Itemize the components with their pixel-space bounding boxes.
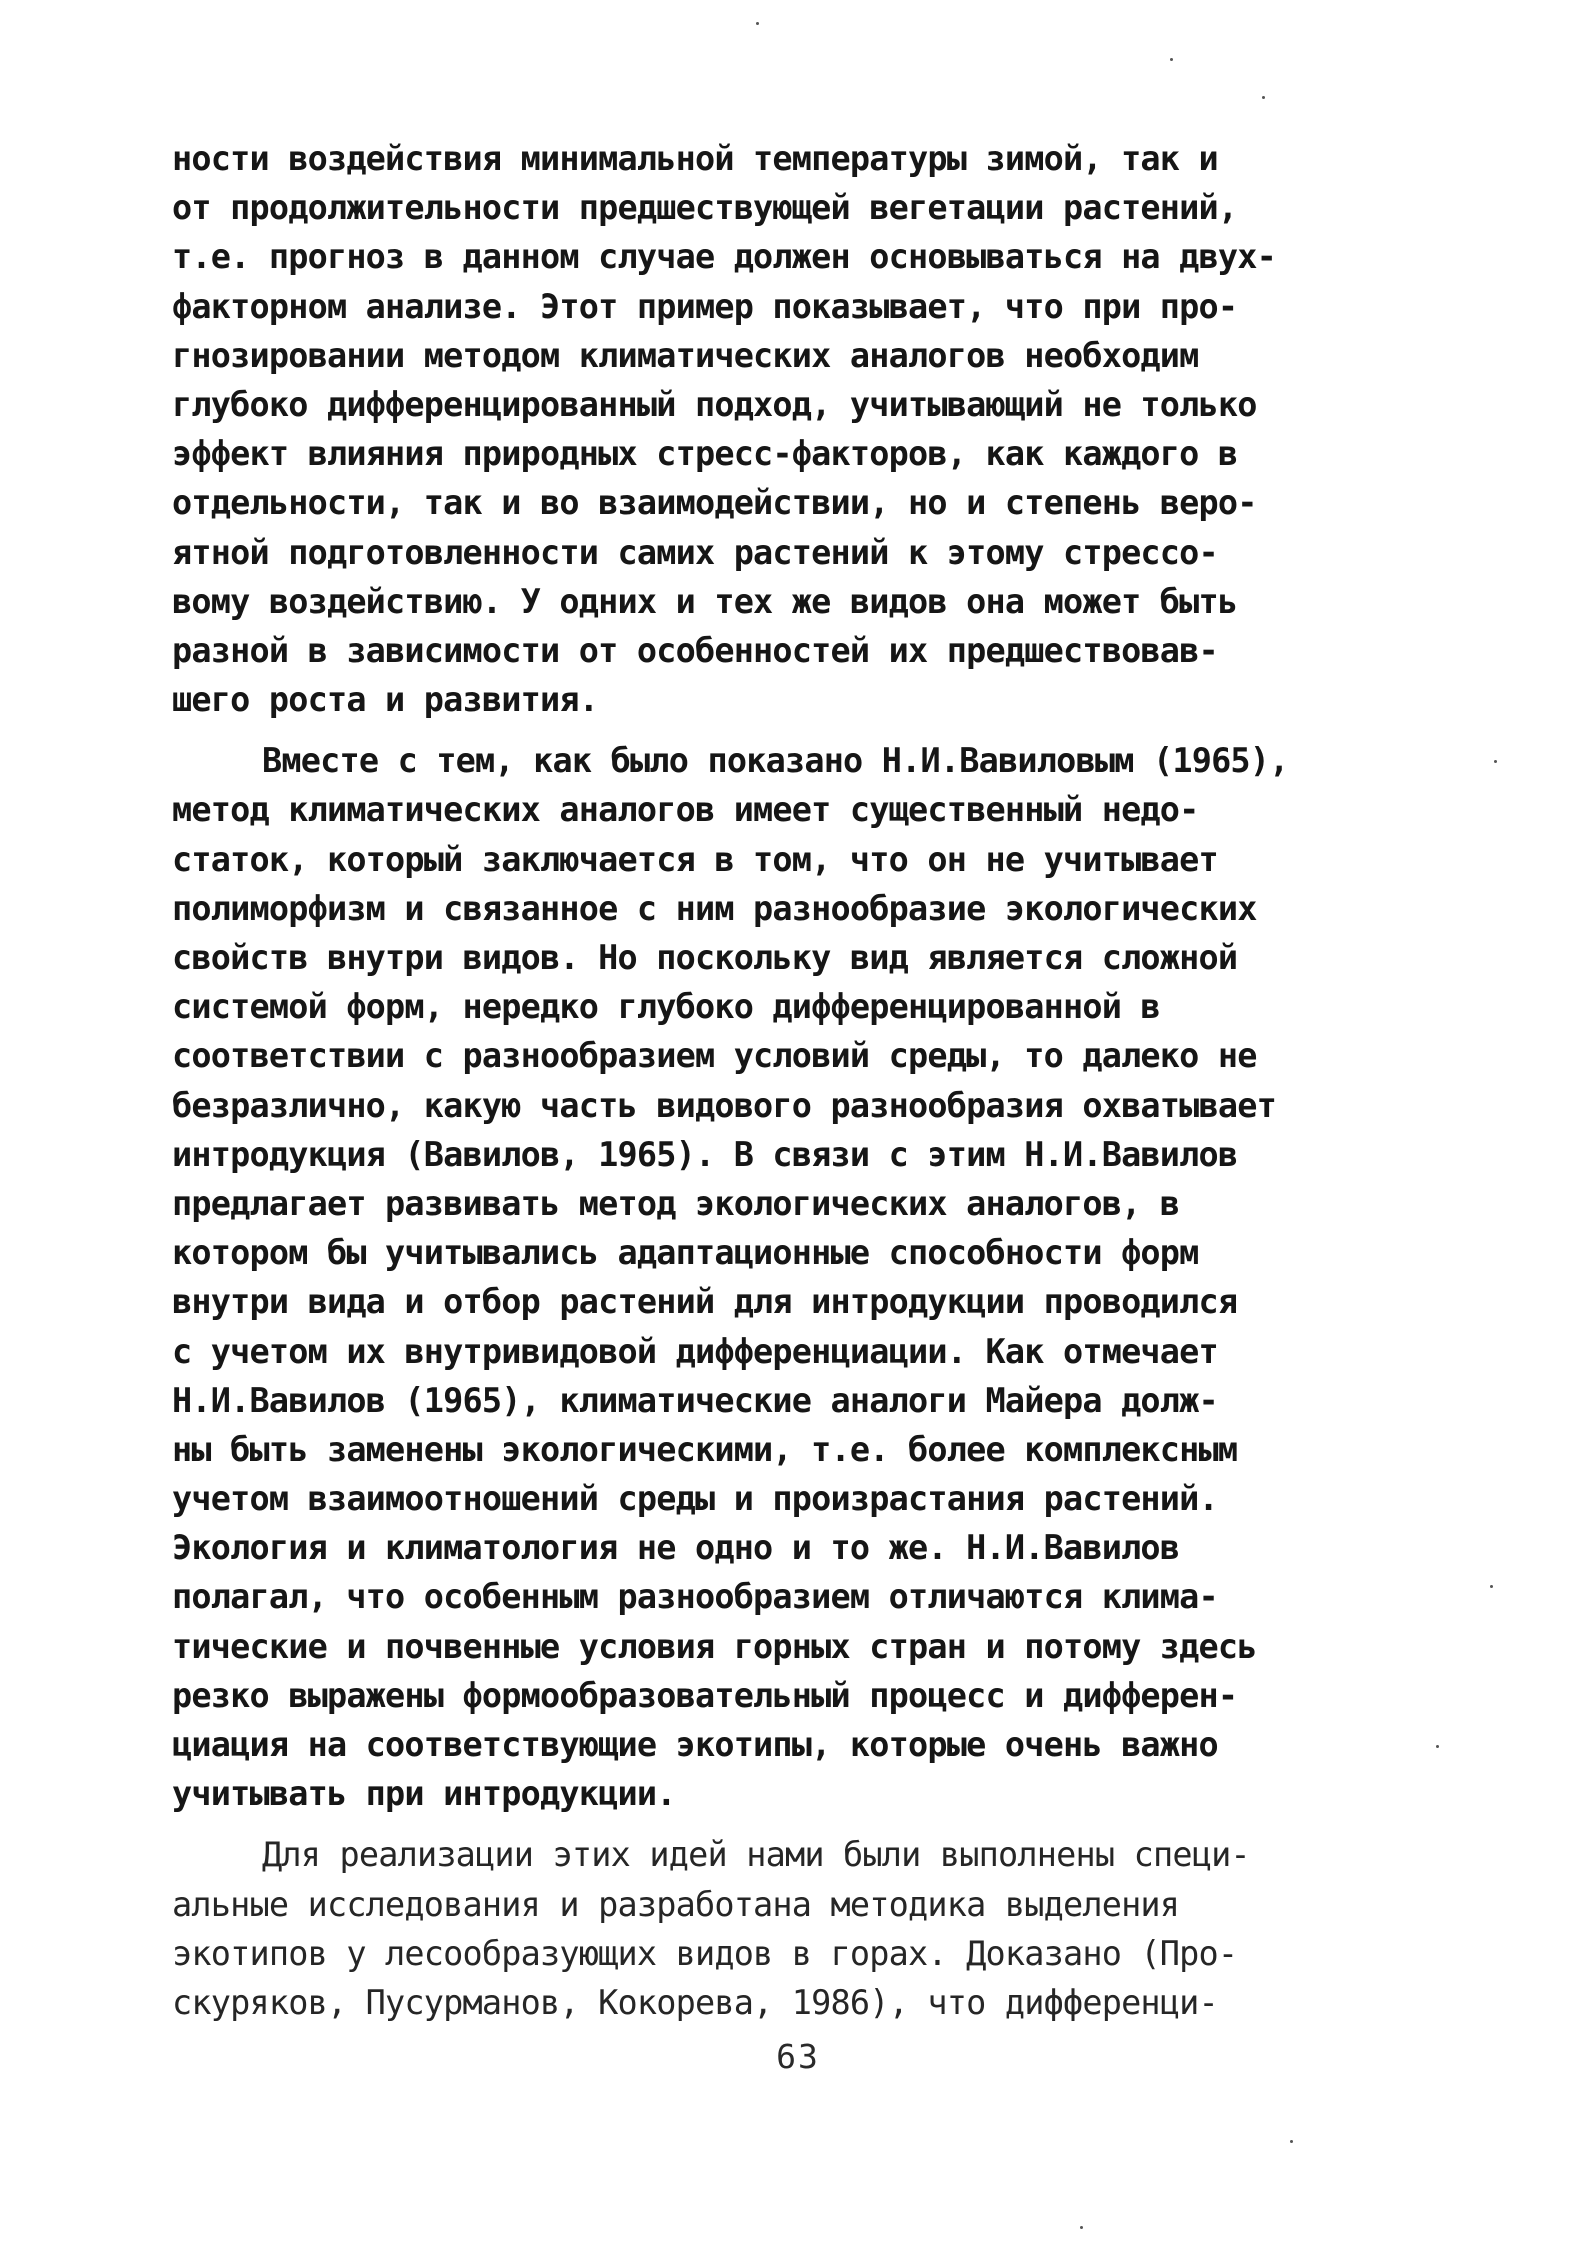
body-text xyxy=(172,134,1472,2027)
text-line: от продолжительности предшествующей вегетации растений, xyxy=(172,188,1238,228)
text-line: Экология и климатология не одно и то же. Н.И.Вавилов xyxy=(172,1528,1180,1568)
text-line: ны быть заменены экологическими, т.е. более комплексным xyxy=(172,1429,1238,1469)
paragraph-2 xyxy=(172,736,1472,1818)
text-line: статок, который заключается в том, что он не учитывает xyxy=(172,839,1218,879)
text-line: глубоко дифференцированный подход, учитывающий не только xyxy=(172,384,1257,424)
text-line: предлагает развивать метод экологических аналогов, в xyxy=(172,1183,1180,1223)
text-line: альные исследования и разработана методика выделения xyxy=(172,1884,1180,1924)
text-line: с учетом их внутривидовой дифференциации. Как отмечает xyxy=(172,1331,1218,1371)
text-line: ности воздействия минимальной температуры зимой, так и xyxy=(172,139,1218,178)
text-line: скуряков, Пусурманов, Кокорева, 1986), что дифференци- xyxy=(172,1982,1218,2022)
text-line: циация на соответствующие экотипы, которые очень важно xyxy=(172,1725,1218,1764)
text-line: Вместе с тем, как было показано Н.И.Вавиловым (1965), xyxy=(262,741,1289,781)
text-line: резко выражены формообразовательный процесс и дифферен- xyxy=(172,1675,1238,1715)
text-line: учетом взаимоотношений среды и произрастания растений. xyxy=(172,1479,1218,1519)
paragraph-gap xyxy=(172,1818,1472,1830)
text-line: отдельности, так и во взаимодействии, но и степень веро- xyxy=(172,483,1257,523)
text-line: факторном анализе. Этот пример показывает, что при про- xyxy=(172,286,1238,326)
text-line: внутри вида и отбор растений для интродукции проводился xyxy=(172,1282,1238,1322)
text-line: ятной подготовленности самих растений к этому стрессо- xyxy=(172,532,1218,572)
scan-speck xyxy=(1290,2140,1293,2143)
text-line: учитывать при интродукции. xyxy=(172,1774,676,1814)
text-line: интродукция (Вавилов, 1965). В связи с этим Н.И.Вавилов xyxy=(172,1134,1238,1174)
page-number: 63 xyxy=(776,2037,820,2076)
scan-speck xyxy=(1494,760,1497,763)
text-line: котором бы учитывались адаптационные способности форм xyxy=(172,1233,1199,1273)
scan-speck xyxy=(1080,2226,1083,2229)
text-line: разной в зависимости от особенностей их предшествовав- xyxy=(172,630,1218,670)
text-line: полиморфизм и связанное с ним разнообразие экологических xyxy=(172,888,1257,928)
text-line: тические и почвенные условия горных стран и потому здесь xyxy=(172,1626,1257,1666)
text-line: соответствии с разнообразием условий среды, то далеко не xyxy=(172,1036,1257,1076)
scan-speck xyxy=(1262,96,1265,99)
text-line: эффект влияния природных стресс-факторов, как каждого в xyxy=(172,434,1238,474)
text-line: свойств внутри видов. Но поскольку вид является сложной xyxy=(172,938,1238,977)
paragraph-3 xyxy=(172,1830,1472,2027)
text-line: т.е. прогноз в данном случае должен основываться на двух- xyxy=(172,237,1277,277)
text-line: полагал, что особенным разнообразием отличаются клима- xyxy=(172,1577,1218,1617)
paragraph-1 xyxy=(172,134,1472,724)
scan-speck xyxy=(1490,1585,1493,1588)
text-line: гнозировании методом климатических аналогов необходим xyxy=(172,335,1199,375)
paragraph-gap xyxy=(172,724,1472,736)
text-line: вому воздействию. У одних и тех же видов она может быть xyxy=(172,581,1238,621)
scan-speck xyxy=(756,22,759,25)
scan-speck xyxy=(1170,58,1173,61)
text-line: шего роста и развития. xyxy=(172,680,599,720)
text-line: метод климатических аналогов имеет существенный недо- xyxy=(172,790,1199,830)
text-line: Для реализации этих идей нами были выполнены специ- xyxy=(262,1835,1250,1875)
text-line: экотипов у лесообразующих видов в горах. Доказано (Про- xyxy=(172,1933,1238,1973)
text-line: безразлично, какую часть видового разнообразия охватывает xyxy=(172,1085,1277,1125)
scan-speck xyxy=(1436,1745,1439,1748)
text-line: Н.И.Вавилов (1965), климатические аналоги Майера долж- xyxy=(172,1380,1218,1420)
text-line: системой форм, нередко глубоко дифференцированной в xyxy=(172,987,1160,1027)
